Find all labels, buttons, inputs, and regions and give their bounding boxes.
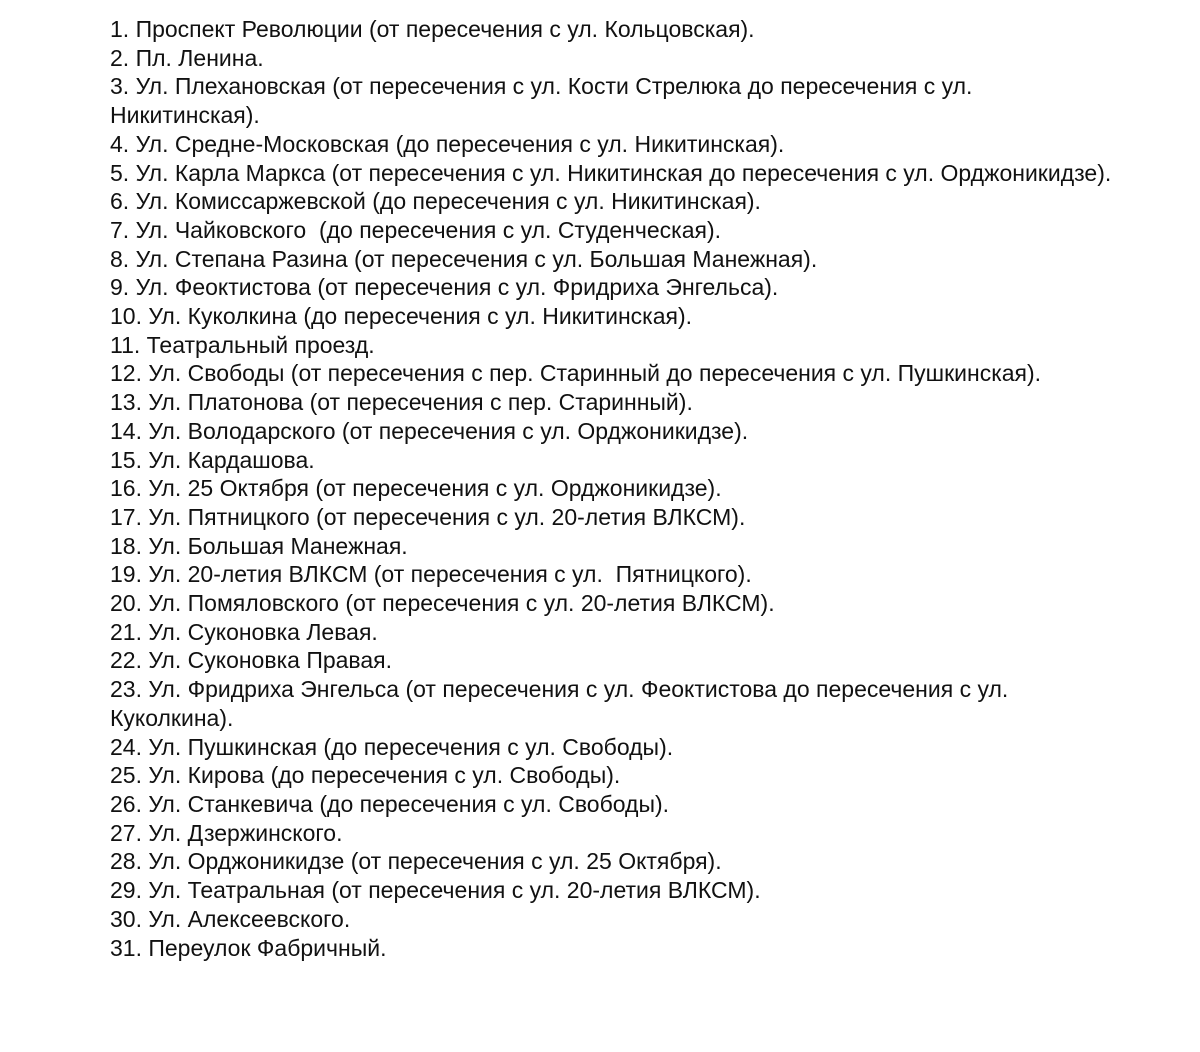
street-list — [110, 15, 1120, 962]
list-item: 1. Проспект Революции (от пересечения с ул. Кольцовская). — [110, 16, 755, 42]
list-item: 21. Ул. Суконовка Левая. — [110, 618, 378, 645]
list-item: 7. Ул. Чайковского (до пересечения с ул. Студенческая). — [110, 216, 722, 243]
list-item: 17. Ул. Пятницкого (от пересечения с ул. 20-летия ВЛКСМ). — [110, 503, 746, 530]
list-item: 22. Ул. Суконовка Правая. — [110, 647, 393, 674]
list-item: 16. Ул. 25 Октября (от пересечения с ул. Орджоникидзе). — [110, 475, 722, 502]
list-item: 12. Ул. Свободы (от пересечения с пер. Старинный до пересечения с ул. Пушкинская). — [110, 360, 1042, 387]
list-item: 8. Ул. Степана Разина (от пересечения с ул. Большая Манежная). — [110, 245, 818, 272]
list-item: 18. Ул. Большая Манежная. — [110, 532, 408, 559]
list-item: 29. Ул. Театральная (от пересечения с ул. 20-летия ВЛКСМ). — [110, 877, 761, 904]
list-item: 9. Ул. Феоктистова (от пересечения с ул. Фридриха Энгельса). — [110, 274, 779, 301]
list-item: 25. Ул. Кирова (до пересечения с ул. Свободы). — [110, 762, 621, 789]
list-item: 31. Переулок Фабричный. — [110, 934, 387, 961]
list-item: 20. Ул. Помяловского (от пересечения с ул. 20-летия ВЛКСМ). — [110, 590, 775, 617]
list-item: 23. Ул. Фридриха Энгельса (от пересечения с ул. Феоктистова до пересечения с ул. Куколкина). — [110, 676, 1015, 731]
list-item: 24. Ул. Пушкинская (до пересечения с ул. Свободы). — [110, 733, 674, 760]
list-item: 30. Ул. Алексеевского. — [110, 905, 351, 932]
list-item: 6. Ул. Комиссаржевской (до пересечения с ул. Никитинская). — [110, 188, 761, 215]
list-item: 14. Ул. Володарского (от пересечения с ул. Орджоникидзе). — [110, 417, 749, 444]
list-item: 3. Ул. Плехановская (от пересечения с ул. Кости Стрелюка до пересечения с ул. Никитинская). — [110, 73, 979, 129]
list-item: 27. Ул. Дзержинского. — [110, 819, 343, 846]
list-item: 13. Ул. Платонова (от пересечения с пер. Старинный). — [110, 389, 693, 416]
list-item: 15. Ул. Кардашова. — [110, 446, 315, 473]
list-item: 11. Театральный проезд. — [110, 331, 375, 358]
list-item: 2. Пл. Ленина. — [110, 44, 264, 71]
list-item: 4. Ул. Средне-Московская (до пересечения с ул. Никитинская). — [110, 130, 785, 157]
list-item: 19. Ул. 20-летия ВЛКСМ (от пересечения с ул. Пятницкого). — [110, 561, 752, 588]
list-item: 26. Ул. Станкевича (до пересечения с ул. Свободы). — [110, 790, 670, 817]
list-item: 10. Ул. Куколкина (до пересечения с ул. Никитинская). — [110, 303, 693, 330]
list-item: 5. Ул. Карла Маркса (от пересечения с ул. Никитинская до пересечения с ул. Орджоникидзе). — [110, 159, 1112, 186]
list-item: 28. Ул. Орджоникидзе (от пересечения с ул. 25 Октября). — [110, 848, 722, 875]
